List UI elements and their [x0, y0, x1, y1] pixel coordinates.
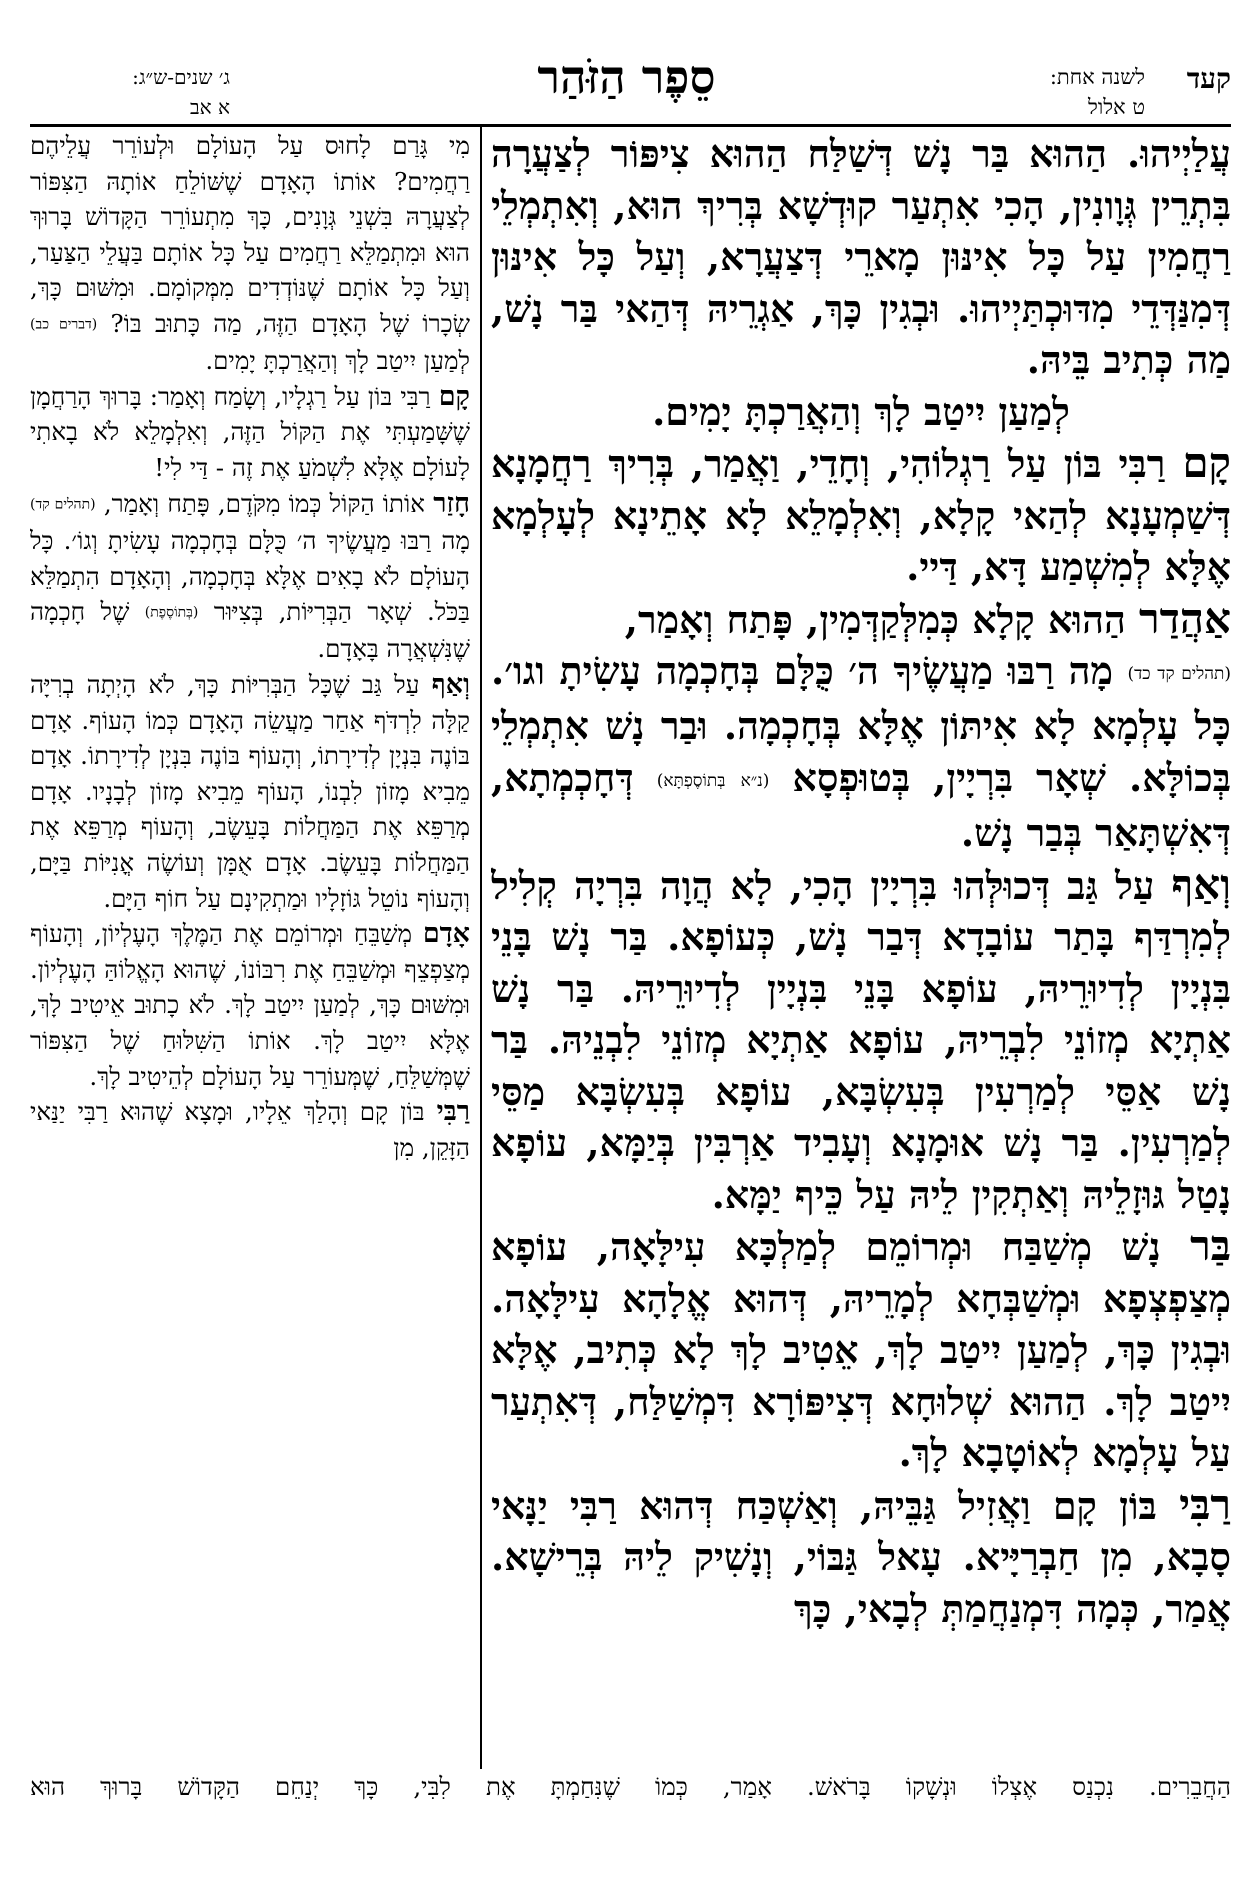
side-date: א אב — [190, 95, 230, 119]
main-paragraph — [491, 1479, 1231, 1635]
paragraph-text: מָה רַבּוּ מַעֲשֶׂיךָ ה׳ כֻּלָּם בְּחָכְמָה עָשִׂיתָ וְגוֹ׳. כָּל הָעוֹלָם לֹא בָאִים אֶלָּא בְּחָכְמָה, וְהָאָדָם הִתְמַלֵּא בַּכֹּל. שְׁאָר הַבְּרִיּוֹת, בְּצִיּוּר — [30, 525, 470, 627]
paragraph-text: מָה רַבּוּ מַעֲשֶׂיךָ ה׳ כֻּלָּם בְּחָכְמָה עָשִׂיתָ וגו׳. כָּל עָלְמָא לָא אִיתּוֹן אֶלָּא בְּחָכְמָה. וּבַר נָשׁ אִתְמְלֵי בְּכוֹלָּא. שְׁאָר בִּרְיָין, בְּטוּפְסָא — [491, 648, 1231, 800]
paragraph-text: רַבִּי בּוֹן עַל רַגְלָיו, וְשָׂמַח וְאָמַר: בָּרוּךְ הָרַחֲמָן שֶׁשָּׁמַעְתִּי אֶת הַקּוֹל הַזֶּה, וְאִלְמָלֵא לֹא בָאתִי לָעוֹלָם אֶלָּא לִשְׁמֹעַ אֶת זֶה - דַּי לִי! — [30, 381, 470, 483]
page-number: קעד — [1186, 62, 1231, 95]
variant-note: (נ״א בְּתוֹסֶפְתָּא) — [656, 770, 770, 791]
opening-word: רַבִּי — [1179, 1479, 1231, 1529]
paragraph-text: נָשׁ מְשַׁבַּח וּמְרוֹמֵם לְמַלְכָּא עִילָּאָה, עוֹפָא מְצַפְצְפָא וּמְשַׁבְּחָא לְמָרֵיהּ, דְּהוּא אֱלָהָא עִילָּאָה. וּבְגִין כָּךְ, לְמַעַן יִיטַב לָךְ, אֵטִיב לָךְ לָא כְּתִיב, אֶלָּא יִיטַב לָךְ. הַהוּא שְׁלוּחָא דְּצִיפּוֹרָא דִּמְשַׁלַּח, דְּאִתְעַר עַל עָלְמָא לְאוֹטָבָא לָךְ. — [491, 1224, 1231, 1475]
main-paragraph — [491, 128, 1231, 386]
opening-word: וְאַף — [431, 669, 470, 701]
bottom-continuation-line: הַחֲבֵרִים. נִכְנַס אֶצְלוֹ וּנְשָׁקוֹ בָּרֹאשׁ. אָמַר, כְּמוֹ שֶׁנִּחַמְתָּ אֶת לִבִּי, כָּךְ יְנַחֵם הַקָּדוֹשׁ בָּרוּךְ הוּא — [30, 1772, 1231, 1801]
source-reference: (תהלים קד כד) — [1127, 663, 1231, 684]
opening-word: חָזַר — [433, 487, 470, 519]
paragraph-text: מְשַׁבֵּחַ וּמְרוֹמֵם אֶת הַמֶּלֶךְ הָעֶלְיוֹן, וְהָעוֹף מְצַפְצֵף וּמְשַׁבֵּחַ אֶת רִבּוֹנוֹ, שֶׁהוּא הָאֱלוֹהַּ הָעֶלְיוֹן. וּמִשּׁוּם כָּךְ, לְמַעַן יִיטַב לָךְ. לֹא כָתוּב אֵיטִיב לָךְ, אֶלָּא יִיטַב לָךְ. אוֹתוֹ הַשִּׁלּוּחַ שֶׁל הַצִּפּוֹר שֶׁמְּשַׁלֵּחַ, שֶׁמְּעוֹרֵר עַל הָעוֹלָם לְהֵיטִיב לָךְ. — [30, 919, 470, 1091]
source-reference: (תהלים קד) — [30, 496, 96, 513]
opening-word: קָם — [1182, 438, 1231, 487]
side-paragraph — [30, 128, 470, 379]
opening-word: בַּר — [1190, 1221, 1231, 1270]
main-verse-line — [491, 386, 1231, 438]
main-paragraph — [491, 437, 1231, 593]
variant-note: (בְּתוֹסֶפֶת) — [144, 604, 199, 621]
side-schedule-label: ג׳ שנים-ש״ג: — [132, 65, 230, 89]
paragraph-text: עַל גַּב שֶׁכָּל הַבְּרִיּוֹת כָּךְ, לֹא הָיְתָה בְרִיָּה קַלָּה לִרְדֹּף אַחַר מַעֲשֵׂה הָאָדָם כְּמוֹ הָעוֹף. אָדָם בּוֹנֶה בִּנְיָן לְדִירָתוֹ, וְהָעוֹף בּוֹנֶה בִּנְיָן לְדִירָתוֹ. אָדָם מֵבִיא מָזוֹן לִבְנוֹ, הָעוֹף מֵבִיא מָזוֹן לְבָנָיו. אָדָם מְרַפֵּא אֶת הַמַּחֲלוֹת בָּעֵשֶׂב, וְהָעוֹף מְרַפֵּא אֶת הַמַּחֲלוֹת בָּעֵשֶׂב. אָדָם אֻמָּן וְעוֹשֶׂה אֳנִיּוֹת בַּיָּם, וְהָעוֹף נוֹטֵל גּוֹזָלָיו וּמַתְקִינָם עַל חוֹף הַיָּם. — [30, 670, 470, 913]
reading-schedule-three-years — [30, 62, 230, 122]
reading-date: ט אלול — [1088, 95, 1145, 119]
hebrew-translation-column — [30, 128, 470, 1768]
aramaic-text-column — [491, 128, 1231, 1768]
opening-word: רַבִּי — [436, 1096, 470, 1128]
opening-word: וְאַף — [1171, 859, 1231, 909]
paragraph-text: אוֹתוֹ הַקּוֹל כְּמוֹ מִקֹּדֶם, פָּתַח וְאָמַר, — [103, 488, 434, 518]
main-paragraph — [491, 859, 1231, 1221]
paragraph-text: מִי גָּרַם לָחוּס עַל הָעוֹלָם וּלְעוֹרֵר עֲלֵיהֶם רַחֲמִים? אוֹתוֹ הָאָדָם שֶׁשּׁוֹלֵחַ אוֹתָהּ הַצִּפּוֹר לְצַעֲרָהּ בִּשְׁנֵי גְּוָנִים, כָּךְ מִתְעוֹרֵר הַקָּדוֹשׁ בָּרוּךְ הוּא וּמִתְמַלֵּא רַחֲמִים עַל כָּל אוֹתָם בַּעֲלֵי הַצַּעַר, וְעַל כָּל אוֹתָם שֶׁנּוֹדְדִים מִמְּקוֹמָם. וּמִשּׁוּם כָּךְ, שְׂכָרוֹ שֶׁל הָאָדָם הַזֶּה, מַה כָּתוּב בּוֹ? — [30, 131, 470, 338]
reading-schedule-label: לשנה אחת: — [1049, 65, 1145, 89]
paragraph-text: לְמַעַן יִיטַב לָךְ וְהַאֲרַכְתָּ יָמִים. — [205, 346, 470, 376]
opening-word: קָם — [438, 380, 470, 412]
header-divider — [30, 124, 1231, 127]
side-paragraph — [30, 1094, 470, 1165]
source-reference: (דברים כב) — [30, 316, 98, 333]
book-title: סֵפֶר הַזֹּהַר — [537, 50, 716, 104]
paragraph-text: בּוֹן קָם וְהָלַךְ אֵלָיו, וּמָצָא שֶׁהוּא רַבִּי יַנַּאי הַזָּקֵן, מִן — [30, 1097, 470, 1162]
paragraph-text: שֶׁל חָכְמָה שֶׁנִּשְׁאֲרָה בָּאָדָם. — [30, 597, 470, 664]
paragraph-text: דְּחָכְמְתָא, דְּאִשְׁתָּאַר בְּבַר נָשׁ. — [491, 754, 1231, 855]
side-paragraph — [30, 486, 470, 667]
side-paragraph — [30, 667, 470, 916]
paragraph-text: הַהוּא קָלָא כְּמִלְּקַדְּמִין, פָּתַח וְאָמַר, — [624, 596, 1140, 642]
paragraph-text: רַבִּי בּוֹן עַל רַגְלוֹהִי, וְחָדֵי, וַאֲמַר, בְּרִיךְ רַחֲמָנָא דְּשַׁמְעָנָא לְהַאי קָלָא, וְאִלְמָלֵא לָא אָתֵינָא לְעָלְמָא אֶלָּא לְמִשְׁמַע דָּא, דַּיי. — [491, 441, 1231, 589]
opening-word: אַהֲדַר — [1139, 593, 1231, 643]
main-paragraph — [491, 1220, 1231, 1479]
column-divider — [480, 127, 482, 1769]
side-paragraph — [30, 379, 470, 486]
verse-text: לְמַעַן יִיטַב לָךְ וְהַאֲרַכְתָּ יָמִים. — [652, 388, 1070, 434]
paragraph-text: עֲלַיְיהוּ. הַהוּא בַּר נָשׁ דְּשַׁלַּח הַהוּא צִיפּוֹר לְצַעֲרָה בִּתְרֵין גְּוָונִין, הָכִי אִתְעַר קוּדְשָׁא בְּרִיךְ הוּא, וְאִתְמְלֵי רַחֲמִין עַל כָּל אִינּוּן מָארֵי דְּצַעֲרָא, וְעַל כָּל אִינּוּן דְּמִנַּדְּדֵי מִדּוּכְתַּיְיהוּ. וּבְגִין כָּךְ, אַגְרֵיהּ דְּהַאי בַּר נָשׁ, מַה כְּתִיב בֵּיהּ. — [491, 131, 1231, 382]
opening-word: אָדָם — [422, 918, 470, 950]
paragraph-text: בּוֹן קָם וַאֲזִיל גַּבֵּיהּ, וְאַשְׁכַּח דְּהוּא רַבִּי יַנָּאי סָבָא, מִן חַבְרַיָּיא. עָאל גַּבּוֹי, וְנָשִׁיק לֵיהּ בְּרֵישָׁא. אֲמַר, כְּמָה דִּמְנַחֲמַתְּ לְבָאי, כָּךְ — [491, 1482, 1231, 1631]
paragraph-text: עַל גַּב דְּכוּלְּהוּ בִּרְיָין הָכִי, לָא הֲוָה בִּרְיָה קְלִיל לְמִרְדַּף בָּתַר עוֹבָדָא דְּבַר נָשׁ, כְּעוֹפָא. בַּר נָשׁ בָּנֵי בִּנְיָין לְדִיוּרֵיהּ, עוֹפָא בָּנֵי בִּנְיָין לְדִיוּרֵיהּ. בַּר נָשׁ אַתְיָא מְזוֹנֵי לִבְרֵיהּ, עוֹפָא אַתְיָא מְזוֹנֵי לִבְנֵיהּ. בַּר נָשׁ אַסֵּי לְמַרְעִין בְּעִשְׂבָּא, עוֹפָא בְּעִשְׂבָּא מַסֵּי לְמַרְעִין. בַּר נָשׁ אוּמָנָא וְעָבִיד אַרְבִּין בְּיַמָּא, עוֹפָא נָטַל גּוּזָלֵיהּ וְאַתְקִין לֵיהּ עַל כֵּיף יַמָּא. — [491, 862, 1231, 1217]
main-paragraph — [491, 593, 1231, 859]
side-paragraph — [30, 916, 470, 1094]
